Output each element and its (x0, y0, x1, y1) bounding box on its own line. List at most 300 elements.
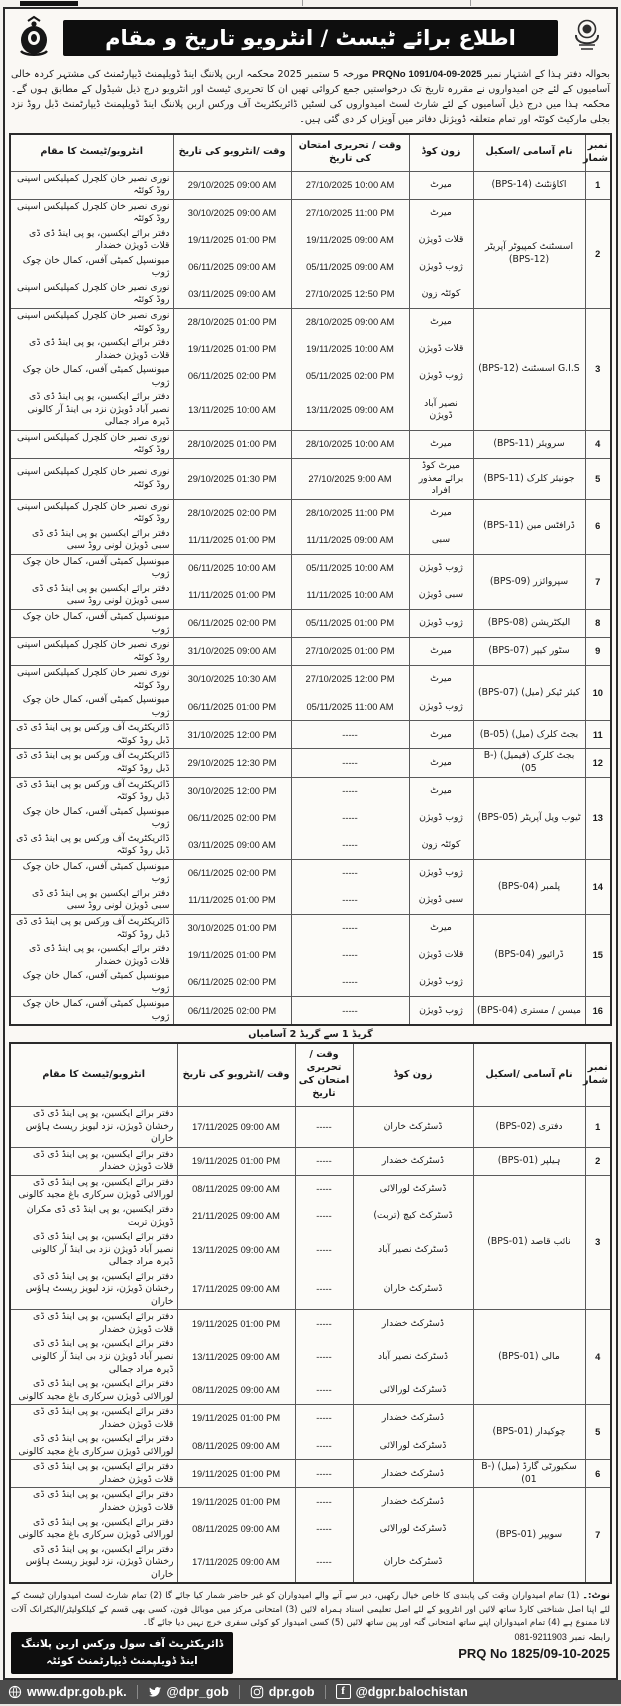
job-row (10, 749, 611, 777)
venue-cell: میونسپل کمیٹی آفس، کمال خان چوک ژوب (10, 805, 173, 832)
venue-cell: دفتر برائے ایکسین یو پی اینڈ ڈی ڈی سبی ڈویژن لونی روڈ سبی (10, 527, 173, 555)
serial-cell: 6 (585, 499, 611, 554)
job-row (10, 458, 611, 499)
divider (239, 1685, 240, 1699)
zone-code-cell: سبی ڈویژن (409, 582, 473, 610)
col-post: نام آسامی /اسکیل (473, 134, 585, 171)
post-title-cell: ڈرائیور (BPS-04) (473, 915, 585, 997)
phone-number: 081-9211903 (514, 1632, 567, 1643)
exam-datetime-cell: ----- (295, 1107, 353, 1148)
col-zone: زون کوڈ (353, 1043, 473, 1106)
exam-datetime-cell: ----- (291, 859, 409, 887)
interview-datetime-cell: 08/11/2025 09:00 AM (177, 1516, 295, 1543)
government-crest-icon (11, 15, 57, 61)
column-rule-fragment (302, 0, 303, 6)
exam-datetime-cell: 13/11/2025 09:00 AM (291, 390, 409, 430)
facebook-icon: f (336, 1684, 351, 1699)
serial-cell: 10 (585, 666, 611, 721)
serial-cell: 6 (585, 1460, 611, 1488)
interview-datetime-cell: 13/11/2025 10:00 AM (173, 390, 291, 430)
page-title: اطلاع برائے ٹیسٹ / انٹرویو تاریخ و مقام (63, 20, 558, 57)
note-paragraph (11, 1589, 610, 1630)
divider (137, 1685, 138, 1699)
job-row (10, 1405, 611, 1433)
post-title-cell: دفتری (BPS-02) (473, 1107, 585, 1148)
venue-cell: دفتر برائے ایکسین، یو پی اینڈ ڈی ڈی لورالائی ڈویژن سرکاری باغ مجید کالونی (10, 1377, 177, 1405)
interview-datetime-cell: 19/11/2025 01:00 PM (173, 336, 291, 363)
divider (325, 1685, 326, 1699)
interview-datetime-cell: 08/11/2025 09:00 AM (177, 1377, 295, 1405)
exam-datetime-cell: ----- (295, 1488, 353, 1516)
exam-datetime-cell: ----- (291, 887, 409, 915)
instagram-handle: dpr.gob (268, 1684, 315, 1699)
venue-cell: دفتر برائے ایکسین، یو پی اینڈ ڈی ڈی نصیر آباد ڈویژن نزد بی اینڈ آر کالونی ڈیرہ مراد جمالی (10, 1337, 177, 1377)
job-row (10, 1488, 611, 1516)
post-title-cell: کیئر ٹیکر (میل) (BPS-07) (473, 666, 585, 721)
col-exam: وقت / تحریری امتحان کی تاریخ (291, 134, 409, 171)
interview-datetime-cell: 28/10/2025 01:00 PM (173, 430, 291, 458)
stamp-line-1: ڈائریکٹریٹ آف سول ورکس اربن پلاننگ (21, 1638, 224, 1651)
serial-cell: 1 (585, 1107, 611, 1148)
zone-code-cell: ڈسٹرکٹ کیچ (تربت) (353, 1203, 473, 1230)
exam-datetime-cell: ----- (295, 1337, 353, 1377)
exam-datetime-cell: 05/11/2025 09:00 AM (291, 254, 409, 281)
zone-code-cell: ڈسٹرکٹ لورالائی (353, 1175, 473, 1203)
venue-cell: ڈائریکٹریٹ آف ورکس یو پی اینڈ ڈی ڈی ڈبل روڈ کوئٹہ (10, 749, 173, 777)
venue-cell: دفتر ایکسین، یو پی اینڈ ڈی ڈی مکران ڈویژن تربت (10, 1203, 177, 1230)
zone-code-cell: ڈسٹرکٹ لورالائی (353, 1516, 473, 1543)
interview-datetime-cell: 30/10/2025 01:00 PM (173, 915, 291, 943)
job-row (10, 859, 611, 887)
post-title-cell: ڈرافٹس مین (BPS-11) (473, 499, 585, 554)
interview-datetime-cell: 17/11/2025 09:00 AM (177, 1270, 295, 1310)
serial-cell: 11 (585, 721, 611, 749)
job-row (10, 1107, 611, 1148)
post-title-cell: بجٹ کلرک (فیمیل) (B-05) (473, 749, 585, 777)
intro-paragraph (11, 67, 610, 128)
col-interview: وقت /انٹرویو کی تاریخ (173, 134, 291, 171)
zone-code-cell: ژوب ڈویژن (409, 254, 473, 281)
interview-datetime-cell: 06/11/2025 02:00 PM (173, 969, 291, 997)
intro-body: مورخہ 5 ستمبر 2025 محکمہ اربن پلاننگ اینڈ ڈویلپمنٹ ڈیپارٹمنٹ کی مشتہر کردہ خالی آسامیوں کے لئے جن امیدواروں نے مقررہ تاریخ تک درخواستیں جمع کروائی تھیں ان کا تحریری ٹیسٹ اور انٹرویو درج ذیل شیڈول کے مطابق ہوں گے۔ محکمہ ہذا میں درج ذیل آسامیوں کے لئے شارٹ لسٹ امیدواروں کی لسٹیں ڈائریکٹریٹ آف ورکس اربن پلاننگ اینڈ ڈویلپمنٹ ڈیپارٹمنٹ ڈبل روڈ نزد بجلی مارکیٹ کوئٹہ اور تمام متعلقہ ڈویژنل دفاتر میں آویزاں کر دی گئی ہیں۔ (11, 69, 610, 126)
job-row (10, 171, 611, 199)
stamp-line-2: اینڈ ڈویلپمنٹ ڈیپارٹمنٹ کوئٹہ (46, 1655, 198, 1668)
interview-datetime-cell: 06/11/2025 09:00 AM (173, 254, 291, 281)
adjacent-content-strip (0, 0, 621, 7)
interview-datetime-cell: 06/11/2025 10:00 AM (173, 554, 291, 582)
serial-cell: 16 (585, 997, 611, 1026)
interview-datetime-cell: 19/11/2025 01:00 PM (173, 942, 291, 969)
post-title-cell: سرویئر (BPS-11) (473, 430, 585, 458)
schedule-table-bps4-to-bps14 (9, 133, 612, 1027)
exam-datetime-cell: 27/10/2025 01:00 PM (291, 638, 409, 666)
grade-section-caption: گریڈ 1 سے گریڈ 2 آسامیاں (248, 1029, 373, 1041)
interview-datetime-cell: 06/11/2025 02:00 PM (173, 997, 291, 1026)
col-venue: انٹرویو/ٹیسٹ کا مقام (10, 1043, 177, 1106)
serial-cell: 15 (585, 915, 611, 997)
post-title-cell: میسن / مستری (BPS-04) (473, 997, 585, 1026)
exam-datetime-cell: ----- (291, 942, 409, 969)
post-title-cell: چوکیدار (BPS-01) (473, 1405, 585, 1460)
col-venue: انٹرویو/ٹیسٹ کا مقام (10, 134, 173, 171)
exam-datetime-cell: 05/11/2025 10:00 AM (291, 554, 409, 582)
post-title-cell: ٹیوب ویل آپریٹر (BPS-05) (473, 777, 585, 859)
exam-datetime-cell: ----- (295, 1230, 353, 1270)
zone-code-cell: میرٹ (409, 749, 473, 777)
exam-datetime-cell: 19/11/2025 10:00 AM (291, 336, 409, 363)
zone-code-cell: میرٹ (409, 308, 473, 336)
exam-datetime-cell: 11/11/2025 09:00 AM (291, 527, 409, 555)
zone-code-cell: میرٹ (409, 638, 473, 666)
table-header-row (10, 1043, 611, 1106)
interview-datetime-cell: 08/11/2025 09:00 AM (177, 1175, 295, 1203)
interview-datetime-cell: 19/11/2025 01:00 PM (177, 1460, 295, 1488)
bottom-block (11, 1632, 610, 1674)
post-title-cell: ہیلپر (BPS-01) (473, 1147, 585, 1175)
zone-code-cell: کوئٹہ زون (409, 832, 473, 860)
zone-code-cell: کوئٹہ زون (409, 281, 473, 309)
venue-cell: نوری نصیر خان کلچرل کمپلیکس اسپنی روڈ کوئٹہ (10, 171, 173, 199)
exam-datetime-cell: 27/10/2025 9:00 AM (291, 458, 409, 499)
post-title-cell: پلمبر (BPS-04) (473, 859, 585, 914)
zone-code-cell: قلات ڈویژن (409, 227, 473, 254)
col-post: نام آسامی /اسکیل (473, 1043, 585, 1106)
serial-cell: 14 (585, 859, 611, 914)
contact-and-prq (458, 1632, 610, 1661)
zone-code-cell: ژوب ڈویژن (409, 997, 473, 1026)
website-item (8, 1685, 127, 1699)
venue-cell: میونسپل کمیٹی آفس، کمال خان چوک ژوب (10, 254, 173, 281)
job-row (10, 1175, 611, 1203)
prq-number: PRQ No 1825/09-10-2025 (458, 1646, 610, 1662)
serial-cell: 8 (585, 610, 611, 638)
venue-cell: نوری نصیر خان کلچرل کمپلیکس اسپنی روڈ کوئٹہ (10, 430, 173, 458)
exam-datetime-cell: 19/11/2025 09:00 AM (291, 227, 409, 254)
interview-datetime-cell: 17/11/2025 09:00 AM (177, 1107, 295, 1148)
post-title-cell: جونیئر کلرک (BPS-11) (473, 458, 585, 499)
zone-code-cell: ڈسٹرکٹ خضدار (353, 1310, 473, 1338)
exam-datetime-cell: ----- (295, 1175, 353, 1203)
twitter-icon (148, 1685, 162, 1699)
zone-code-cell: میرٹ (409, 199, 473, 227)
serial-cell: 2 (585, 1147, 611, 1175)
venue-cell: میونسپل کمیٹی آفس، کمال خان چوک ژوب (10, 554, 173, 582)
exam-datetime-cell: ----- (291, 997, 409, 1026)
venue-cell: نوری نصیر خان کلچرل کمپلیکس اسپنی روڈ کوئٹہ (10, 666, 173, 694)
job-row (10, 997, 611, 1026)
zone-code-cell: میرٹ کوڈ برائے معذور افراد (409, 458, 473, 499)
globe-icon (8, 1685, 22, 1699)
post-title-cell: الیکٹریشن (BPS-08) (473, 610, 585, 638)
interview-datetime-cell: 06/11/2025 01:00 PM (173, 693, 291, 721)
venue-cell: دفتر برائے ایکسین یو پی اینڈ ڈی ڈی سبی ڈویژن لونی روڈ سبی (10, 887, 173, 915)
venue-cell: دفتر برائے ایکسین، یو پی اینڈ ڈی ڈی لورالائی ڈویژن سرکاری باغ مجید کالونی (10, 1175, 177, 1203)
exam-datetime-cell: ----- (291, 777, 409, 805)
exam-datetime-cell: 11/11/2025 10:00 AM (291, 582, 409, 610)
venue-cell: نوری نصیر خان کلچرل کمپلیکس اسپنی روڈ کوئٹہ (10, 281, 173, 309)
venue-cell: ڈائریکٹریٹ آف ورکس یو پی اینڈ ڈی ڈی ڈبل روڈ کوئٹہ (10, 777, 173, 805)
interview-datetime-cell: 06/11/2025 02:00 PM (173, 610, 291, 638)
venue-cell: نوری نصیر خان کلچرل کمپلیکس اسپنی روڈ کوئٹہ (10, 308, 173, 336)
venue-cell: دفتر برائے ایکسین یو پی اینڈ ڈی ڈی سبی ڈویژن لونی روڈ سبی (10, 582, 173, 610)
interview-datetime-cell: 19/11/2025 01:00 PM (177, 1310, 295, 1338)
exam-datetime-cell: 27/10/2025 11:00 PM (291, 199, 409, 227)
interview-datetime-cell: 29/10/2025 01:30 PM (173, 458, 291, 499)
interview-datetime-cell: 21/11/2025 09:00 AM (177, 1203, 295, 1230)
zone-code-cell: ڈسٹرکٹ خضدار (353, 1147, 473, 1175)
venue-cell: ڈائریکٹریٹ آف ورکس یو پی اینڈ ڈی ڈی ڈبل روڈ کوئٹہ (10, 721, 173, 749)
zone-code-cell: ڈسٹرکٹ خضدار (353, 1460, 473, 1488)
interview-datetime-cell: 11/11/2025 01:00 PM (173, 582, 291, 610)
exam-datetime-cell: ----- (295, 1377, 353, 1405)
zone-code-cell: ژوب ڈویژن (409, 805, 473, 832)
table-header-row (10, 134, 611, 171)
exam-datetime-cell: 27/10/2025 10:00 AM (291, 171, 409, 199)
post-title-cell: مالی (BPS-01) (473, 1310, 585, 1405)
zone-code-cell: ڈسٹرکٹ خضدار (353, 1405, 473, 1433)
job-row (10, 430, 611, 458)
venue-cell: دفتر برائے ایکسین، یو پی اینڈ ڈی ڈی قلات ڈویژن خضدار (10, 336, 173, 363)
zone-code-cell: سبی ڈویژن (409, 887, 473, 915)
serial-cell: 4 (585, 1310, 611, 1405)
zone-code-cell: میرٹ (409, 171, 473, 199)
exam-datetime-cell: ----- (295, 1543, 353, 1584)
instagram-item (250, 1685, 315, 1699)
facebook-item (336, 1684, 468, 1699)
col-serial: نمبر شمار (585, 1043, 611, 1106)
zone-code-cell: قلات ڈویژن (409, 942, 473, 969)
post-title-cell: نائب قاصد (BPS-01) (473, 1175, 585, 1309)
job-row (10, 638, 611, 666)
zone-code-cell: میرٹ (409, 777, 473, 805)
venue-cell: نوری نصیر خان کلچرل کمپلیکس اسپنی روڈ کوئٹہ (10, 499, 173, 527)
post-title-cell: سٹور کیپر (BPS-07) (473, 638, 585, 666)
facebook-handle: @dgpr.balochistan (355, 1684, 468, 1699)
zone-code-cell: ڈسٹرکٹ لورالائی (353, 1377, 473, 1405)
serial-cell: 13 (585, 777, 611, 859)
venue-cell: میونسپل کمیٹی آفس، کمال خان چوک ژوب (10, 859, 173, 887)
contact-line (514, 1632, 610, 1643)
interview-datetime-cell: 03/11/2025 09:00 AM (173, 281, 291, 309)
job-row (10, 1460, 611, 1488)
advertisement-box (3, 7, 618, 1680)
serial-cell: 4 (585, 430, 611, 458)
serial-cell: 5 (585, 458, 611, 499)
interview-datetime-cell: 28/10/2025 02:00 PM (173, 499, 291, 527)
serial-cell: 12 (585, 749, 611, 777)
interview-datetime-cell: 17/11/2025 09:00 AM (177, 1543, 295, 1584)
venue-cell: میونسپل کمیٹی آفس، کمال خان چوک ژوب (10, 693, 173, 721)
col-serial: نمبر شمار (585, 134, 611, 171)
interview-datetime-cell: 03/11/2025 09:00 AM (173, 832, 291, 860)
instagram-icon (250, 1685, 264, 1699)
post-title-cell: اسسٹنٹ کمپیوٹر آپریٹر (BPS-12) (473, 199, 585, 308)
exam-datetime-cell: 28/10/2025 09:00 AM (291, 308, 409, 336)
job-row (10, 721, 611, 749)
interview-datetime-cell: 30/10/2025 09:00 AM (173, 199, 291, 227)
zone-code-cell: میرٹ (409, 915, 473, 943)
venue-cell: دفتر برائے ایکسین، یو پی اینڈ ڈی ڈی رخشان ڈویژن، نزد لیویز ریسٹ ہاؤس خاران (10, 1107, 177, 1148)
venue-cell: نوری نصیر خان کلچرل کمپلیکس اسپنی روڈ کوئٹہ (10, 638, 173, 666)
serial-cell: 9 (585, 638, 611, 666)
venue-cell: ڈائریکٹریٹ آف ورکس یو پی اینڈ ڈی ڈی ڈبل روڈ کوئٹہ (10, 832, 173, 860)
column-rule-fragment (470, 0, 471, 6)
venue-cell: دفتر برائے ایکسین، یو پی اینڈ ڈی ڈی لورالائی ڈویژن سرکاری باغ مجید کالونی (10, 1432, 177, 1460)
interview-datetime-cell: 06/11/2025 02:00 PM (173, 363, 291, 390)
interview-datetime-cell: 31/10/2025 09:00 AM (173, 638, 291, 666)
reference-number: PRQNo 1091/04-09-2025 (372, 69, 482, 80)
zone-code-cell: ڈسٹرکٹ خضدار (353, 1488, 473, 1516)
exam-datetime-cell: 05/11/2025 01:00 PM (291, 610, 409, 638)
website-url: www.dpr.gob.pk. (27, 1684, 127, 1699)
post-title-cell: G.I.S اسسٹنٹ (BPS-12) (473, 308, 585, 430)
exam-datetime-cell: ----- (291, 915, 409, 943)
serial-cell: 1 (585, 171, 611, 199)
job-row (10, 308, 611, 336)
serial-cell: 3 (585, 1175, 611, 1309)
venue-cell: دفتر برائے ایکسین، یو پی اینڈ ڈی ڈی قلات ڈویژن خضدار (10, 942, 173, 969)
zone-code-cell: ڈسٹرکٹ نصیر آباد (353, 1230, 473, 1270)
interview-datetime-cell: 06/11/2025 02:00 PM (173, 859, 291, 887)
venue-cell: دفتر برائے ایکسین، یو پی اینڈ ڈی ڈی قلات ڈویژن خضدار (10, 1460, 177, 1488)
adjacent-ad-fragment (20, 1, 78, 6)
post-title-cell: اکاؤنٹنٹ (BPS-14) (473, 171, 585, 199)
ad-header (9, 11, 612, 63)
post-title-cell: سکیورٹی گارڈ (میل) (B-01) (473, 1460, 585, 1488)
exam-datetime-cell: ----- (291, 832, 409, 860)
zone-code-cell: ڈسٹرکٹ خاران (353, 1270, 473, 1310)
contact-label: رابطہ نمبر (569, 1633, 610, 1644)
interview-datetime-cell: 19/11/2025 01:00 PM (173, 227, 291, 254)
zone-code-cell: میرٹ (409, 430, 473, 458)
zone-code-cell: ڈسٹرکٹ خاران (353, 1107, 473, 1148)
exam-datetime-cell: 28/10/2025 10:00 AM (291, 430, 409, 458)
zone-code-cell: نصیر آباد ڈویژن (409, 390, 473, 430)
exam-datetime-cell: ----- (291, 969, 409, 997)
job-row (10, 1310, 611, 1338)
venue-cell: دفتر برائے ایکسین، یو پی اینڈ ڈی ڈی قلات ڈویژن خضدار (10, 1147, 177, 1175)
venue-cell: دفتر برائے ایکسین، یو پی اینڈ ڈی ڈی رخشان ڈویژن، نزد لیویز ریسٹ ہاؤس خاران (10, 1270, 177, 1310)
venue-cell: دفتر برائے ایکسین، یو پی اینڈ ڈی ڈی قلات ڈویژن خضدار (10, 1405, 177, 1433)
zone-code-cell: ڈسٹرکٹ نصیر آباد (353, 1337, 473, 1377)
venue-cell: نوری نصیر خان کلچرل کمپلیکس اسپنی روڈ کوئٹہ (10, 199, 173, 227)
job-row (10, 777, 611, 805)
zone-code-cell: ژوب ڈویژن (409, 610, 473, 638)
col-interview: وقت /انٹرویو کی تاریخ (177, 1043, 295, 1106)
venue-cell: دفتر برائے ایکسین، یو پی اینڈ ڈی ڈی رخشان ڈویژن، نزد لیویز ریسٹ ہاؤس خاران (10, 1543, 177, 1584)
zone-code-cell: ژوب ڈویژن (409, 363, 473, 390)
schedule-table-grade1-to-grade2 (9, 1042, 612, 1584)
job-row (10, 610, 611, 638)
zone-code-cell: ڈسٹرکٹ لورالائی (353, 1432, 473, 1460)
venue-cell: میونسپل کمیٹی آفس، کمال خان چوک ژوب (10, 969, 173, 997)
exam-datetime-cell: ----- (295, 1516, 353, 1543)
post-title-cell: سپروائزر (BPS-09) (473, 554, 585, 609)
job-row (10, 1147, 611, 1175)
exam-datetime-cell: 28/10/2025 11:00 PM (291, 499, 409, 527)
interview-datetime-cell: 19/11/2025 01:00 PM (177, 1147, 295, 1175)
serial-cell: 2 (585, 199, 611, 308)
exam-datetime-cell: ----- (295, 1460, 353, 1488)
post-title-cell: بجٹ کلرک (میل) (B-05) (473, 721, 585, 749)
note-text: (1) تمام امیدواران وقت کی پابندی کا خاص خیال رکھیں، دیر سے آنے والے امیدواران کو غیر حاضر شمار کیا جائے گا (2) تمام شارٹ لسٹ امیدواران ٹیسٹ کے لئے اپنا اصل شناختی کارڈ ساتھ لائیں اور انٹرویو کے لئے اصل تعلیمی اسناد ہمراہ لائیں (3) امتحانی مرکز میں موبائل فون، کسی بھی قسم کے کیلکولیٹر/الیکٹرانک آلات لانا ممنوع ہے (4) تمام امیدواران اپنے ساتھ امتحانی گتہ اور پین ساتھ لائیں (5) کسی امیدوار کو کوئی سفری خرچ نہیں دیا جائے گا۔ (11, 1591, 610, 1628)
job-row (10, 499, 611, 527)
twitter-handle: @dpr_gob (166, 1684, 229, 1699)
note-label: نوٹ:۔ (582, 1590, 610, 1602)
exam-datetime-cell: ----- (295, 1270, 353, 1310)
interview-datetime-cell: 30/10/2025 12:00 PM (173, 777, 291, 805)
job-row (10, 554, 611, 582)
interview-datetime-cell: 08/11/2025 09:00 AM (177, 1432, 295, 1460)
serial-cell: 7 (585, 1488, 611, 1583)
interview-datetime-cell: 31/10/2025 12:00 PM (173, 721, 291, 749)
directorate-stamp (11, 1632, 233, 1674)
venue-cell: میونسپل کمیٹی آفس، کمال خان چوک ژوب (10, 997, 173, 1026)
interview-datetime-cell: 11/11/2025 01:00 PM (173, 887, 291, 915)
zone-code-cell: قلات ڈویژن (409, 336, 473, 363)
zone-code-cell: ڈسٹرکٹ خاران (353, 1543, 473, 1584)
job-row (10, 199, 611, 227)
zone-code-cell: میرٹ (409, 721, 473, 749)
col-exam: وقت / تحریری امتحان کی تاریخ (295, 1043, 353, 1106)
interview-datetime-cell: 11/11/2025 01:00 PM (173, 527, 291, 555)
exam-datetime-cell: ----- (295, 1310, 353, 1338)
zone-code-cell: سبی (409, 527, 473, 555)
post-title-cell: سویپر (BPS-01) (473, 1488, 585, 1583)
interview-datetime-cell: 13/11/2025 09:00 AM (177, 1230, 295, 1270)
zone-code-cell: ژوب ڈویژن (409, 693, 473, 721)
interview-datetime-cell: 29/10/2025 09:00 AM (173, 171, 291, 199)
job-row (10, 666, 611, 694)
job-row (10, 915, 611, 943)
interview-datetime-cell: 19/11/2025 01:00 PM (177, 1405, 295, 1433)
exam-datetime-cell: ----- (291, 749, 409, 777)
exam-datetime-cell: ----- (291, 805, 409, 832)
zone-code-cell: ژوب ڈویژن (409, 554, 473, 582)
zone-code-cell: ژوب ڈویژن (409, 859, 473, 887)
serial-cell: 5 (585, 1405, 611, 1460)
venue-cell: دفتر برائے ایکسین، یو پی اینڈ ڈی ڈی قلات ڈویژن خضدار (10, 1310, 177, 1338)
exam-datetime-cell: 05/11/2025 11:00 AM (291, 693, 409, 721)
col-zone: زون کوڈ (409, 134, 473, 171)
venue-cell: دفتر برائے ایکسین، یو پی اینڈ ڈی ڈی نصیر آباد ڈویژن نزد بی اینڈ آر کالونی ڈیرہ مراد جمالی (10, 1230, 177, 1270)
department-emblem-icon (564, 15, 610, 61)
interview-datetime-cell: 28/10/2025 01:00 PM (173, 308, 291, 336)
serial-cell: 7 (585, 554, 611, 609)
exam-datetime-cell: ----- (291, 721, 409, 749)
exam-datetime-cell: ----- (295, 1432, 353, 1460)
interview-datetime-cell: 29/10/2025 12:30 PM (173, 749, 291, 777)
exam-datetime-cell: 27/10/2025 12:00 PM (291, 666, 409, 694)
interview-datetime-cell: 19/11/2025 01:00 PM (177, 1488, 295, 1516)
exam-datetime-cell: ----- (295, 1203, 353, 1230)
venue-cell: ڈائریکٹریٹ آف ورکس یو پی اینڈ ڈی ڈی ڈبل روڈ کوئٹہ (10, 915, 173, 943)
interview-datetime-cell: 13/11/2025 09:00 AM (177, 1337, 295, 1377)
twitter-item (148, 1685, 229, 1699)
zone-code-cell: میرٹ (409, 666, 473, 694)
venue-cell: دفتر برائے ایکسین، یو پی اینڈ ڈی ڈی لورالائی ڈویژن سرکاری باغ مجید کالونی (10, 1516, 177, 1543)
venue-cell: نوری نصیر خان کلچرل کمپلیکس اسپنی روڈ کوئٹہ (10, 458, 173, 499)
serial-cell: 3 (585, 308, 611, 430)
intro-pre-ref: بحوالہ دفتر ہذا کے اشتہار نمبر (484, 69, 610, 80)
zone-code-cell: ژوب ڈویژن (409, 969, 473, 997)
venue-cell: میونسپل کمیٹی آفس، کمال خان چوک ژوب (10, 363, 173, 390)
exam-datetime-cell: 27/10/2025 12:50 PM (291, 281, 409, 309)
venue-cell: دفتر برائے ایکسین، یو پی اینڈ ڈی ڈی قلات ڈویژن خضدار (10, 1488, 177, 1516)
venue-cell: میونسپل کمیٹی آفس، کمال خان چوک ژوب (10, 610, 173, 638)
venue-cell: دفتر برائے ایکسین، یو پی اینڈ ڈی ڈی قلات ڈویژن خضدار (10, 227, 173, 254)
exam-datetime-cell: ----- (295, 1405, 353, 1433)
